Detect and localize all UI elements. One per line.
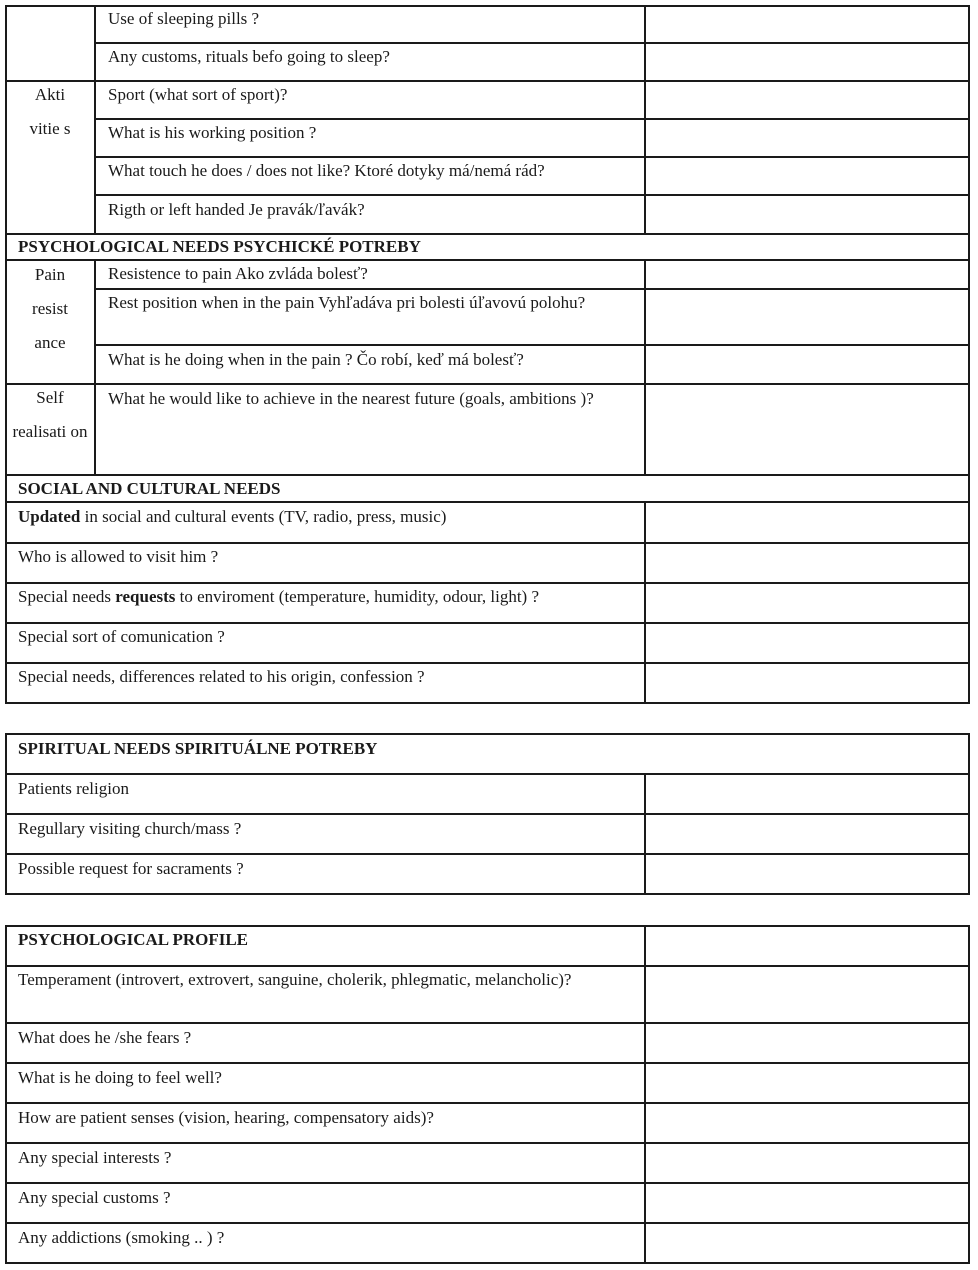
question-working-position: What is his working position ?: [108, 123, 317, 142]
self-realisation-label: Self realisati on: [12, 388, 88, 441]
question-customs: Any special customs ?: [18, 1188, 171, 1207]
question-handedness: Rigth or left handed Je pravák/ľavák?: [108, 200, 365, 219]
question-sacraments: Possible request for sacraments ?: [18, 859, 244, 878]
question-origin-confession: Special needs, differences related to his origin, confession ?: [18, 667, 425, 686]
question-sleeping-pills: Use of sleeping pills ?: [108, 9, 260, 28]
question-addictions: Any addictions (smoking .. ) ?: [18, 1228, 225, 1247]
question-sleep-rituals: Any customs, rituals befo going to sleep?: [108, 47, 390, 66]
question-environment-requests: [18, 587, 539, 607]
pain-resistance-label: Pain resist ance: [32, 265, 68, 352]
updated-rest: in social and cultural events (TV, radio, press, music): [80, 507, 447, 526]
env-pre: Special needs: [18, 587, 116, 606]
psychological-profile-header: PSYCHOLOGICAL PROFILE: [18, 930, 249, 949]
question-rest-position: Rest position when in the pain Vyhľadáva pri bolesti úľavovú polohu?: [108, 293, 586, 312]
question-religion: Patients religion: [18, 779, 129, 798]
question-pain-resistance: Resistence to pain Ako zvláda bolesť?: [108, 264, 368, 283]
question-touch: What touch he does / does not like? Ktoré dotyky má/nemá rád?: [108, 161, 545, 180]
question-temperament: Temperament (introvert, extrovert, sanguine, cholerik, phlegmatic, melancholic)?: [18, 970, 572, 989]
psychological-needs-header: PSYCHOLOGICAL NEEDS PSYCHICKÉ POTREBY: [18, 237, 421, 256]
question-interests: Any special interests ?: [18, 1148, 172, 1167]
question-sport: Sport (what sort of sport)?: [108, 85, 288, 104]
env-post: to enviroment (temperature, humidity, odour, light) ?: [175, 587, 540, 606]
question-goals: What he would like to achieve in the nearest future (goals, ambitions )?: [108, 389, 594, 408]
updated-bold: Updated: [18, 507, 81, 526]
question-church-visits: Regullary visiting church/mass ?: [18, 819, 242, 838]
question-visitors: Who is allowed to visit him ?: [18, 547, 219, 566]
social-cultural-needs-header: SOCIAL AND CULTURAL NEEDS: [18, 479, 281, 498]
question-fears: What does he /she fears ?: [18, 1028, 192, 1047]
activities-label: Akti vitie s: [29, 85, 71, 138]
question-senses: How are patient senses (vision, hearing, compensatory aids)?: [18, 1108, 434, 1127]
question-pain-behaviour: What is he doing when in the pain ? Čo robí, keď má bolesť?: [108, 350, 524, 369]
question-feel-well: What is he doing to feel well?: [18, 1068, 222, 1087]
spiritual-needs-header: SPIRITUAL NEEDS SPIRITUÁLNE POTREBY: [18, 739, 378, 758]
requests-bold: requests: [115, 587, 176, 606]
question-updated-events: [18, 507, 446, 527]
question-communication: Special sort of comunication ?: [18, 627, 225, 646]
